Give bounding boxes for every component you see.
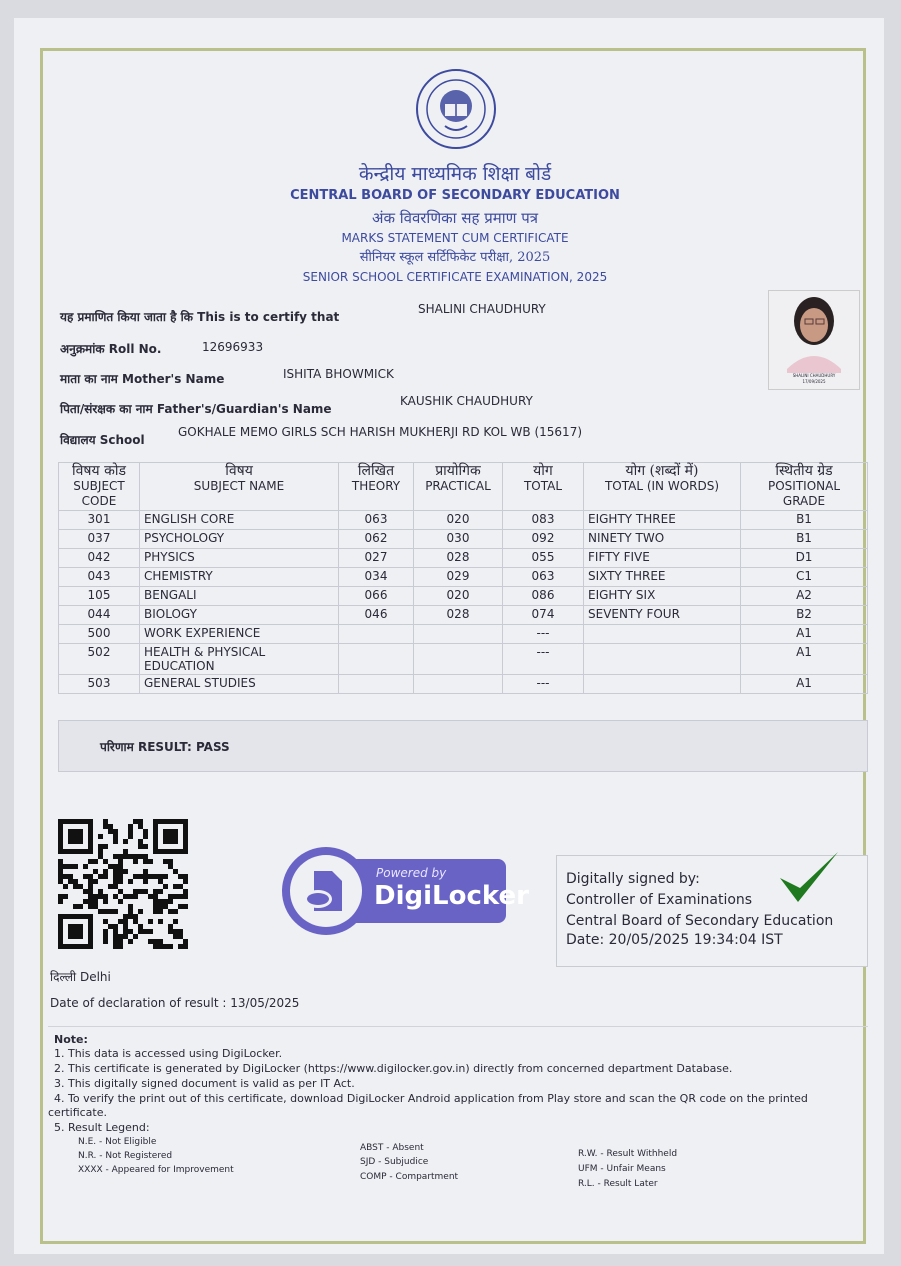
subject-name: PHYSICS bbox=[140, 549, 339, 568]
note-item: 4. To verify the print out of this certificate, download DigiLocker Android application from Play store and scan the QR code on the printed bbox=[54, 1092, 808, 1105]
student-photo bbox=[768, 290, 860, 390]
declaration-date: Date of declaration of result : 13/05/2025 bbox=[50, 996, 300, 1010]
signature-date: Date: 20/05/2025 19:34:04 IST bbox=[566, 932, 783, 948]
subject-name: BIOLOGY bbox=[140, 606, 339, 625]
total-marks: 063 bbox=[503, 568, 584, 587]
table-row bbox=[59, 530, 868, 549]
total-marks: 083 bbox=[503, 511, 584, 530]
header-grade: स्थितीय ग्रेड POSITIONAL GRADE bbox=[741, 463, 868, 511]
header-total-words: योग (शब्दों में) TOTAL (IN WORDS) bbox=[584, 463, 741, 511]
total-words bbox=[584, 644, 741, 675]
legend-item: SJD - Subjudice bbox=[360, 1157, 429, 1167]
total-words: EIGHTY SIX bbox=[584, 587, 741, 606]
theory-marks: 027 bbox=[339, 549, 414, 568]
subject-name: HEALTH & PHYSICAL EDUCATION bbox=[140, 644, 339, 675]
total-marks: --- bbox=[503, 675, 584, 694]
subject-name: GENERAL STUDIES bbox=[140, 675, 339, 694]
grade: A2 bbox=[741, 587, 868, 606]
digilocker-brand: DigiLocker bbox=[374, 881, 529, 911]
exam-title-hindi: सीनियर स्कूल सर्टिफिकेट परीक्षा, 2025 bbox=[359, 250, 551, 265]
legend-item: COMP - Compartment bbox=[360, 1172, 459, 1182]
theory-marks: 062 bbox=[339, 530, 414, 549]
practical-marks: 029 bbox=[414, 568, 503, 587]
mother-name: ISHITA BHOWMICK bbox=[283, 367, 394, 381]
grade: C1 bbox=[741, 568, 868, 587]
grade: B1 bbox=[741, 511, 868, 530]
father-label: पिता/संरक्षक का नाम Father's/Guardian's Name bbox=[60, 402, 332, 416]
legend-item: R.W. - Result Withheld bbox=[578, 1149, 678, 1159]
total-words bbox=[584, 675, 741, 694]
practical-marks bbox=[414, 675, 503, 694]
result-text: परिणाम RESULT: PASS bbox=[100, 740, 230, 754]
mother-label: माता का नाम Mother's Name bbox=[60, 372, 225, 386]
table-row bbox=[59, 644, 868, 675]
photo-caption-date: 17/09/2025 bbox=[802, 379, 826, 384]
photo-caption: SHALINI CHAUDHURY bbox=[792, 373, 836, 378]
notes-title: Note: bbox=[54, 1033, 88, 1046]
total-marks: 074 bbox=[503, 606, 584, 625]
subject-name: PSYCHOLOGY bbox=[140, 530, 339, 549]
qr-code[interactable] bbox=[58, 818, 188, 950]
header-theory: लिखित THEORY bbox=[339, 463, 414, 511]
header-total: योग TOTAL bbox=[503, 463, 584, 511]
student-name: SHALINI CHAUDHURY bbox=[418, 302, 546, 316]
practical-marks bbox=[414, 625, 503, 644]
legend-item: N.R. - Not Registered bbox=[78, 1151, 173, 1161]
total-marks: --- bbox=[503, 644, 584, 675]
header-subject-name: विषय SUBJECT NAME bbox=[140, 463, 339, 511]
total-words: SEVENTY FOUR bbox=[584, 606, 741, 625]
table-row bbox=[59, 511, 868, 530]
total-marks: --- bbox=[503, 625, 584, 644]
subject-code: 105 bbox=[59, 587, 140, 606]
grade: B1 bbox=[741, 530, 868, 549]
note-item: 5. Result Legend: bbox=[54, 1121, 150, 1134]
legend-item: UFM - Unfair Means bbox=[578, 1164, 666, 1174]
table-header-row bbox=[59, 463, 868, 511]
theory-marks: 034 bbox=[339, 568, 414, 587]
subject-name: ENGLISH CORE bbox=[140, 511, 339, 530]
practical-marks: 028 bbox=[414, 606, 503, 625]
header-subject-code: विषय कोड SUBJECT CODE bbox=[59, 463, 140, 511]
note-item: 1. This data is accessed using DigiLocker. bbox=[54, 1047, 283, 1060]
subject-code: 301 bbox=[59, 511, 140, 530]
signature-line-1: Digitally signed by: bbox=[566, 871, 700, 887]
table-row bbox=[59, 568, 868, 587]
certify-label: यह प्रमाणित किया जाता है कि This is to certify that bbox=[60, 310, 340, 324]
total-words: NINETY TWO bbox=[584, 530, 741, 549]
subject-code: 043 bbox=[59, 568, 140, 587]
table-row bbox=[59, 625, 868, 644]
table-row bbox=[59, 549, 868, 568]
theory-marks: 066 bbox=[339, 587, 414, 606]
grade: D1 bbox=[741, 549, 868, 568]
father-name: KAUSHIK CHAUDHURY bbox=[400, 394, 533, 408]
total-marks: 055 bbox=[503, 549, 584, 568]
table-row bbox=[59, 587, 868, 606]
signature-line-3: Central Board of Secondary Education bbox=[566, 913, 834, 929]
grade: A1 bbox=[741, 625, 868, 644]
note-item: certificate. bbox=[48, 1106, 108, 1119]
school-name: GOKHALE MEMO GIRLS SCH HARISH MUKHERJI RD KOL WB (15617) bbox=[178, 425, 583, 439]
subject-code: 503 bbox=[59, 675, 140, 694]
practical-marks: 030 bbox=[414, 530, 503, 549]
board-name-hindi: केन्द्रीय माध्यमिक शिक्षा बोर्ड bbox=[358, 163, 552, 185]
total-words: EIGHTY THREE bbox=[584, 511, 741, 530]
grade: B2 bbox=[741, 606, 868, 625]
legend-item: ABST - Absent bbox=[360, 1143, 424, 1153]
practical-marks: 028 bbox=[414, 549, 503, 568]
legend-item: N.E. - Not Eligible bbox=[78, 1137, 157, 1147]
subject-code: 042 bbox=[59, 549, 140, 568]
subject-code: 500 bbox=[59, 625, 140, 644]
total-marks: 086 bbox=[503, 587, 584, 606]
doc-title-hindi: अंक विवरणिका सह प्रमाण पत्र bbox=[371, 209, 539, 227]
subject-code: 044 bbox=[59, 606, 140, 625]
board-name-english: CENTRAL BOARD OF SECONDARY EDUCATION bbox=[290, 188, 620, 203]
check-icon bbox=[776, 848, 842, 914]
table-row bbox=[59, 675, 868, 694]
school-label: विद्यालय School bbox=[60, 433, 145, 447]
practical-marks: 020 bbox=[414, 587, 503, 606]
subject-name: CHEMISTRY bbox=[140, 568, 339, 587]
total-marks: 092 bbox=[503, 530, 584, 549]
total-words: FIFTY FIVE bbox=[584, 549, 741, 568]
note-item: 3. This digitally signed document is valid as per IT Act. bbox=[54, 1077, 355, 1090]
grade: A1 bbox=[741, 644, 868, 675]
practical-marks bbox=[414, 644, 503, 675]
cbse-logo bbox=[415, 68, 497, 150]
header-practical: प्रायोगिक PRACTICAL bbox=[414, 463, 503, 511]
legend-item: XXXX - Appeared for Improvement bbox=[78, 1165, 234, 1175]
notes-section bbox=[48, 1026, 868, 1217]
subject-code: 037 bbox=[59, 530, 140, 549]
subject-name: BENGALI bbox=[140, 587, 339, 606]
theory-marks bbox=[339, 644, 414, 675]
doc-title-english: MARKS STATEMENT CUM CERTIFICATE bbox=[341, 231, 569, 245]
subject-name: WORK EXPERIENCE bbox=[140, 625, 339, 644]
roll-number: 12696933 bbox=[202, 340, 264, 354]
signature-line-2: Controller of Examinations bbox=[566, 892, 753, 908]
total-words bbox=[584, 625, 741, 644]
legend-item: R.L. - Result Later bbox=[578, 1179, 658, 1189]
practical-marks: 020 bbox=[414, 511, 503, 530]
roll-label: अनुक्रमांक Roll No. bbox=[60, 342, 162, 356]
subject-code: 502 bbox=[59, 644, 140, 675]
theory-marks bbox=[339, 675, 414, 694]
total-words: SIXTY THREE bbox=[584, 568, 741, 587]
exam-title-english: SENIOR SCHOOL CERTIFICATE EXAMINATION, 2025 bbox=[302, 270, 608, 284]
grade: A1 bbox=[741, 675, 868, 694]
theory-marks bbox=[339, 625, 414, 644]
theory-marks: 063 bbox=[339, 511, 414, 530]
place: दिल्ली Delhi bbox=[50, 970, 111, 984]
table-row bbox=[59, 606, 868, 625]
note-item: 2. This certificate is generated by DigiLocker (https://www.digilocker.gov.in) directly from concerned department Database. bbox=[54, 1062, 733, 1075]
powered-by-text: Powered by bbox=[376, 866, 447, 880]
theory-marks: 046 bbox=[339, 606, 414, 625]
marks-table bbox=[58, 462, 868, 694]
